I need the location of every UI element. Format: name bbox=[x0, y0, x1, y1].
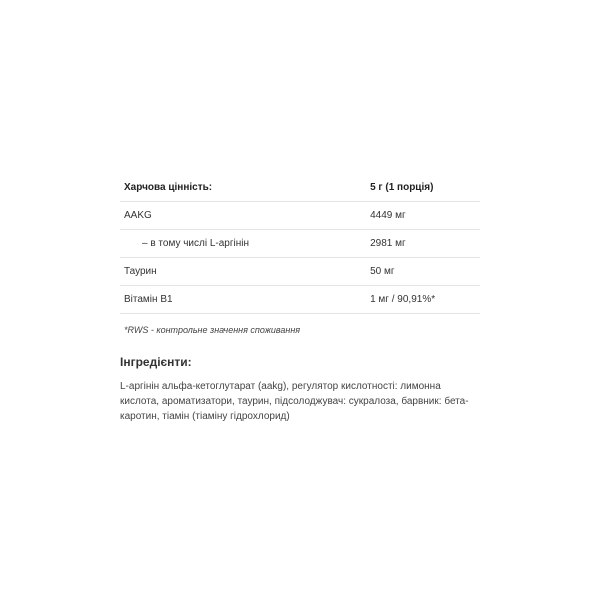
nutrition-header-row bbox=[120, 174, 480, 202]
product-info bbox=[120, 174, 480, 424]
ingredients-text: L-аргінін альфа-кетоглутарат (aakg), регулятор кислотності: лимонна кислота, ароматизатори, таурин, підсолоджувач: сукралоза, барвник: бета-каротин, тіамін (тіаміну гідрохлорид) bbox=[120, 381, 469, 422]
nutrient-name: – в тому числі L-аргінін bbox=[120, 230, 366, 258]
nutrient-value: 1 мг / 90,91%* bbox=[366, 286, 480, 314]
rws-footnote: *RWS - контрольне значення споживання bbox=[124, 325, 301, 335]
nutrient-name: Таурин bbox=[120, 258, 366, 286]
table-row bbox=[120, 286, 480, 314]
nutrition-header-label: Харчова цінність: bbox=[120, 174, 366, 202]
nutrition-table bbox=[120, 174, 480, 314]
nutrition-header-value: 5 г (1 порція) bbox=[366, 174, 480, 202]
nutrient-name: AAKG bbox=[120, 202, 366, 230]
nutrient-name: Вітамін B1 bbox=[120, 286, 366, 314]
nutrient-value: 2981 мг bbox=[366, 230, 480, 258]
table-row bbox=[120, 258, 480, 286]
table-row bbox=[120, 230, 480, 258]
nutrient-value: 50 мг bbox=[366, 258, 480, 286]
ingredients-title: Інгредієнти: bbox=[120, 355, 192, 369]
nutrient-value: 4449 мг bbox=[366, 202, 480, 230]
table-row bbox=[120, 202, 480, 230]
